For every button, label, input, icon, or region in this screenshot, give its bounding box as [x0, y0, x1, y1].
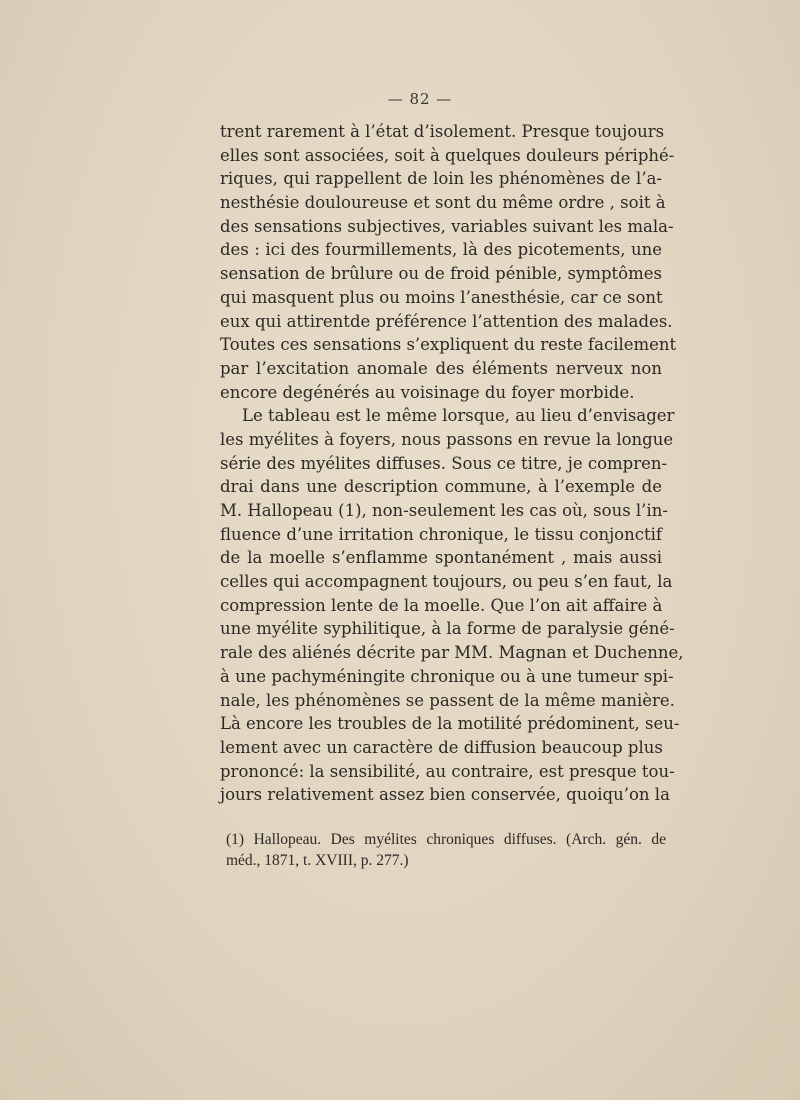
- footnote: [226, 829, 666, 871]
- text-line: elles sont associées, soit à quelques douleurs périphé-: [220, 145, 675, 165]
- text-line: jours relativement assez bien conservée, quoiqu’on la: [220, 785, 670, 805]
- text-line: Toutes ces sensations s’expliquent du reste facilement: [220, 335, 677, 355]
- text-line: eux qui attirentde préférence l’attention des malades.: [220, 311, 673, 331]
- body-text: [220, 120, 684, 807]
- text-line: de la moelle s’enflamme spontanément , mais aussi: [220, 548, 662, 568]
- text-line: celles qui accompagnent toujours, ou peu s’en faut, la: [220, 572, 673, 592]
- text-line: des sensations subjectives, variables suivant les mala-: [220, 216, 674, 236]
- text-line: drai dans une description commune, à l’exemple de: [220, 477, 662, 497]
- text-line: rale des aliénés décrite par MM. Magnan et Duchenne,: [220, 643, 684, 663]
- text-line: M. Hallopeau (1), non-seulement les cas où, sous l’in-: [220, 501, 668, 520]
- text-line: prononcé: la sensibilité, au contraire, est presque tou-: [220, 761, 675, 781]
- text-line: sensation de brûlure ou de froid pénible, symptômes: [220, 264, 662, 284]
- text-line: encore degénérés au voisinage du foyer morbide.: [220, 382, 635, 402]
- text-line: nale, les phénomènes se passent de la même manière.: [220, 690, 675, 710]
- text-line: qui masquent plus ou moins l’anesthésie, car ce sont: [220, 287, 663, 307]
- page-number: — 82 —: [387, 90, 453, 108]
- footnote-line: (1) Hallopeau. Des myélites chroniques diffuses. (Arch. gén. de: [226, 831, 666, 848]
- text-line: fluence d’une irritation chronique, le tissu conjonctif: [220, 524, 662, 544]
- text-line: les myélites à foyers, nous passons en revue la longue: [220, 429, 674, 449]
- text-line: une myélite syphilitique, à la forme de paralysie géné-: [220, 619, 675, 639]
- text-line: nesthésie douloureuse et sont du même ordre , soit à: [220, 193, 666, 213]
- text-line: compression lente de la moelle. Que l’on ait affaire à: [220, 595, 663, 615]
- text-line: riques, qui rappellent de loin les phénomènes de l’a-: [220, 169, 662, 189]
- text-line: Là encore les troubles de la motilité prédominent, seu-: [220, 714, 680, 734]
- text-line: série des myélites diffuses. Sous ce titre, je compren-: [220, 453, 668, 473]
- text-line: lement avec un caractère de diffusion beaucoup plus: [220, 737, 663, 757]
- paragraph-start-line: Le tableau est le même lorsque, au lieu d’envisager: [242, 406, 675, 426]
- footnote-line: méd., 1871, t. XVIII, p. 277.): [226, 852, 409, 869]
- text-line: par l’excitation anomale des éléments nerveux non: [220, 358, 662, 378]
- text-line: à une pachyméningite chronique ou à une tumeur spi-: [220, 666, 674, 686]
- text-line: trent rarement à l’état d’isolement. Presque toujours: [220, 122, 665, 141]
- text-line: des : ici des fourmillements, là des picotements, une: [220, 240, 662, 260]
